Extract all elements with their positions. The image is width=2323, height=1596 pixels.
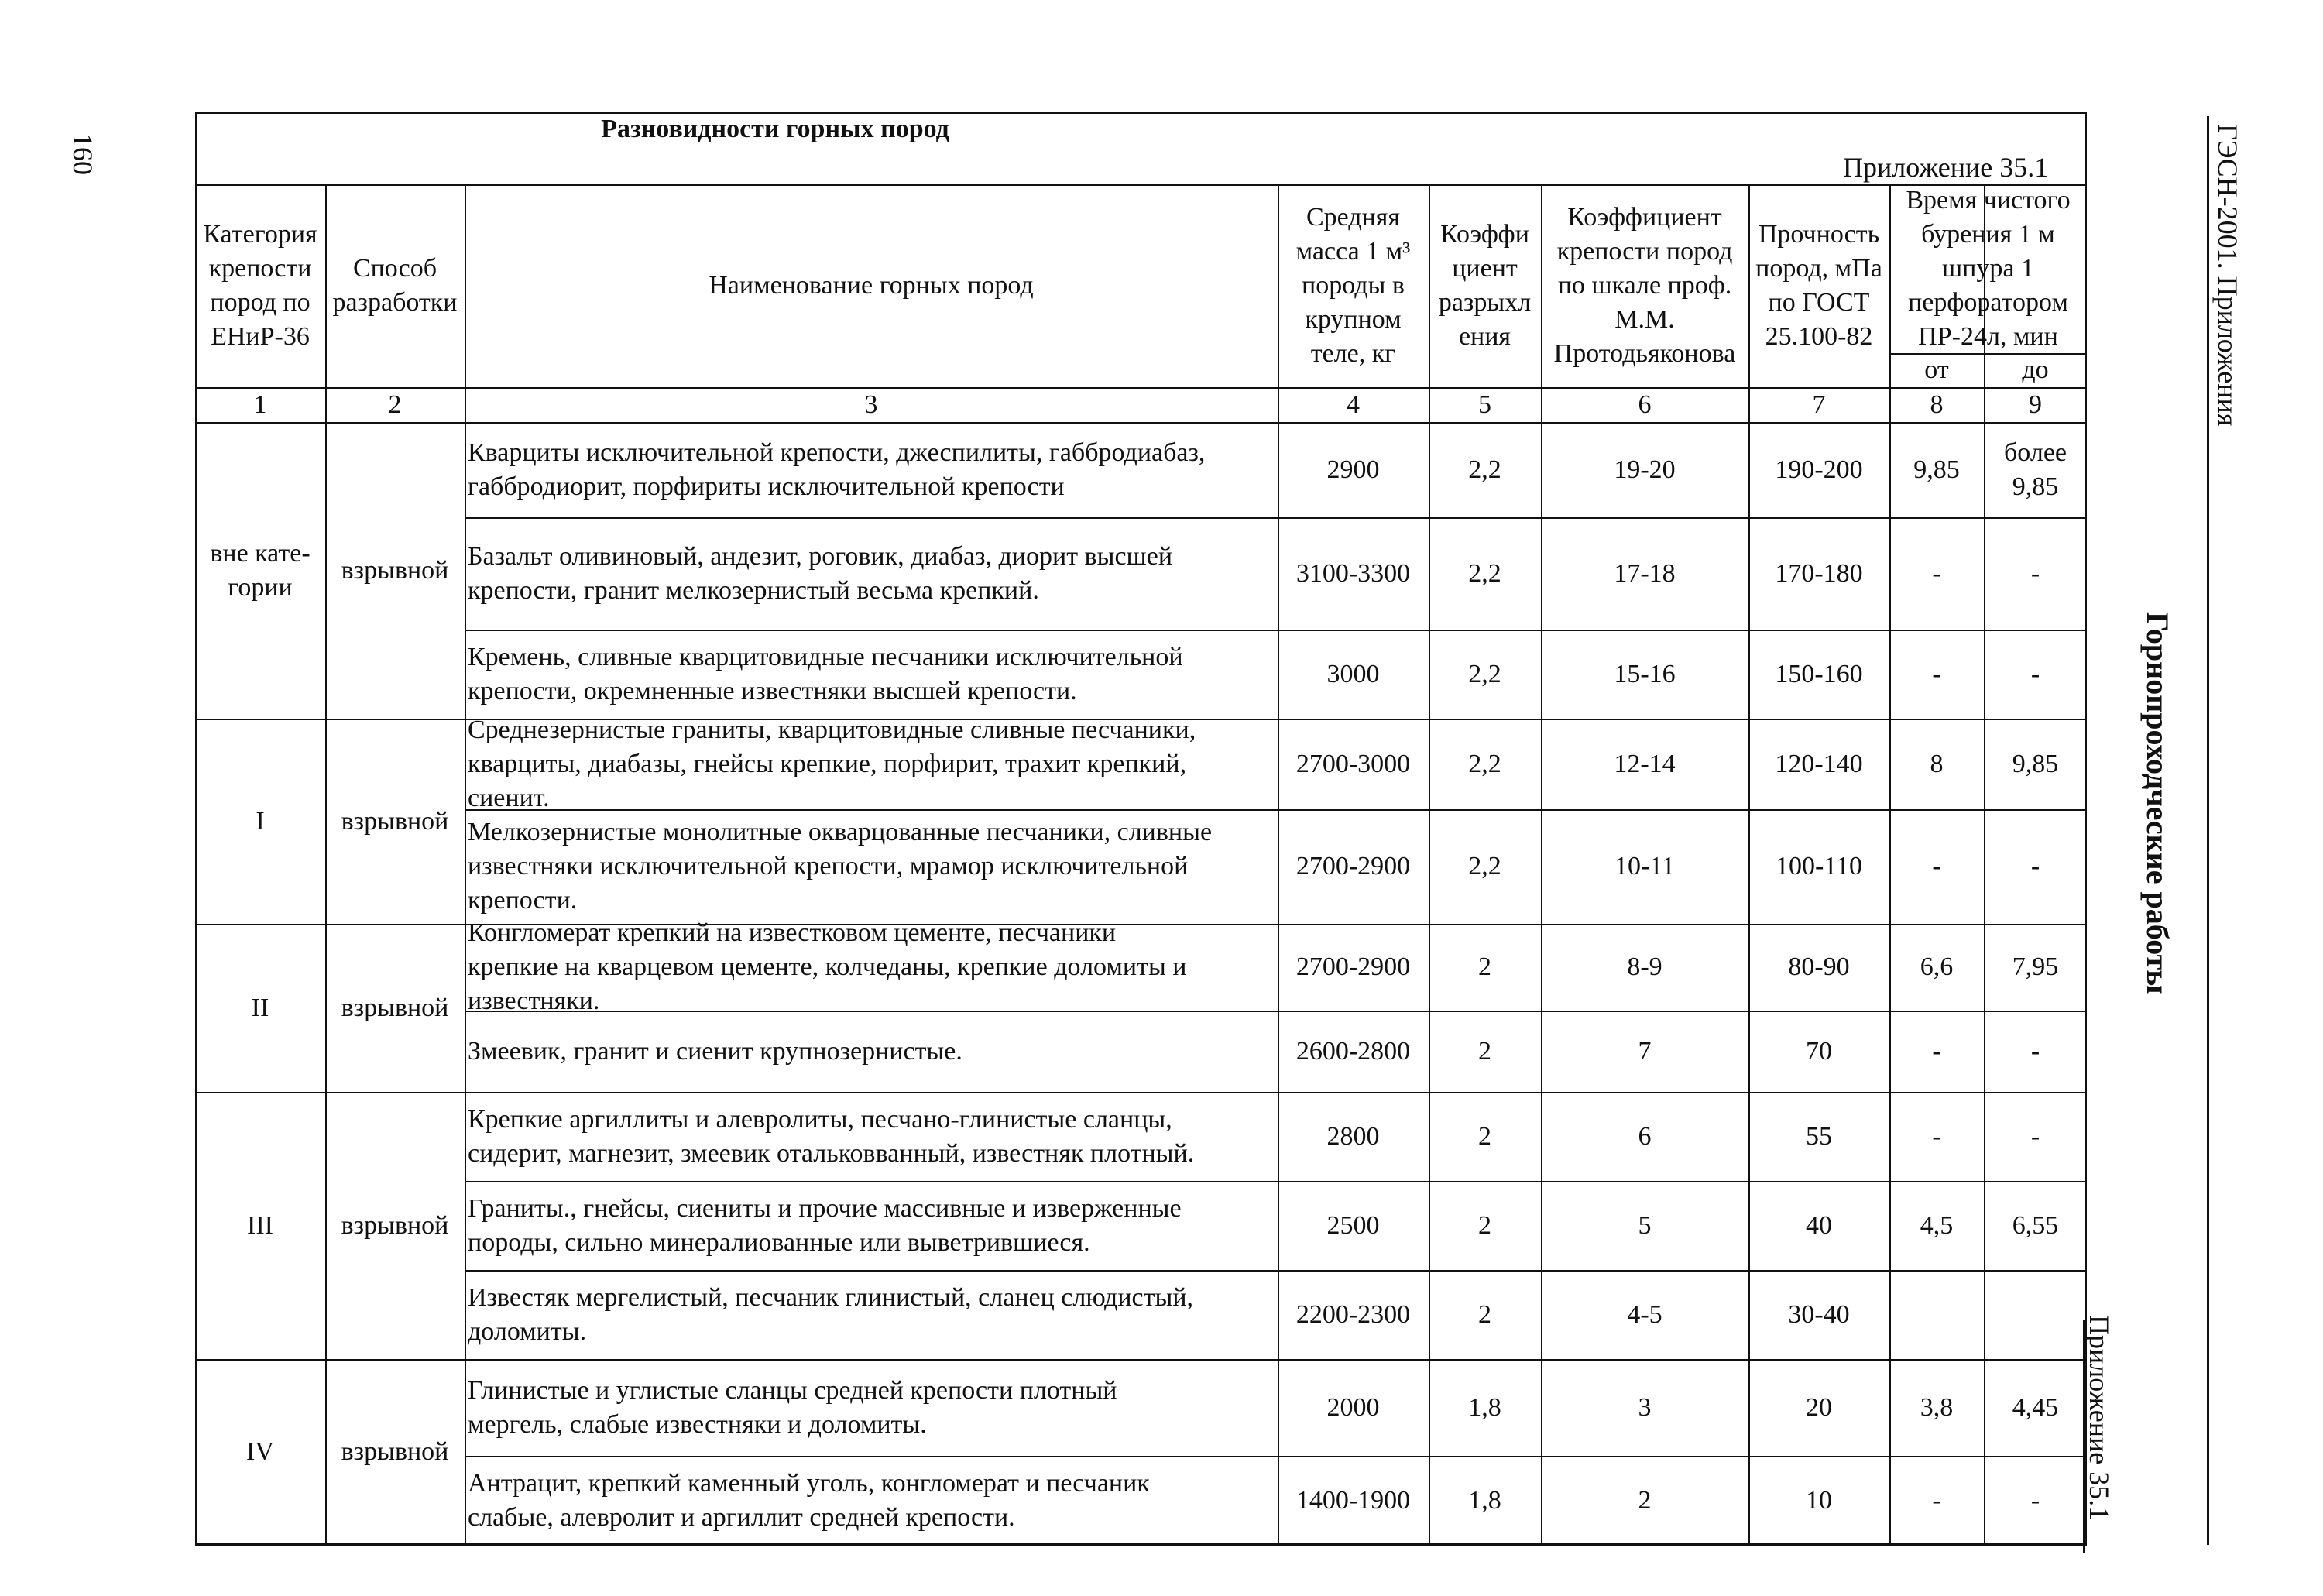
value-cell-mass: 2700-2900 [1295, 952, 1411, 981]
value-cell-loosen: 1,8 [1468, 1485, 1501, 1515]
rock-name-cell: Базальт оливиновый, андезит, роговик, диабаз, диорит высшей крепости, гранит мелкозернистый весьма крепкий. [468, 541, 1173, 605]
category-cell: III [247, 1210, 273, 1240]
value-cell-mass: 2700-2900 [1295, 852, 1411, 880]
value-cell-strength: 120-140 [1775, 749, 1863, 778]
value-cell-to: - [2030, 1036, 2040, 1066]
value-cell-strength: 70 [1806, 1036, 1832, 1066]
method-cell: взрывной [341, 555, 449, 585]
value-cell-mass: 3100-3300 [1295, 558, 1411, 588]
header-category: Категория крепости пород по ЕНиР-36 [203, 220, 317, 351]
column-number: 5 [1478, 390, 1491, 419]
value-cell-strength: 190-200 [1775, 455, 1863, 484]
table-title: Разновидности горных пород [601, 115, 949, 143]
header-strength: Прочность пород, мПа по ГОСТ 25.100-82 [1755, 220, 1882, 351]
value-cell-coef: 15-16 [1614, 659, 1676, 688]
value-cell-loosen: 2 [1478, 952, 1491, 981]
value-cell-loosen: 2,2 [1468, 659, 1501, 688]
value-cell-to: 6,55 [2012, 1210, 2059, 1240]
value-cell-strength: 30-40 [1788, 1299, 1850, 1329]
right-rule [2207, 116, 2209, 1545]
value-cell-coef: 5 [1638, 1210, 1652, 1240]
method-cell: взрывной [341, 806, 449, 836]
value-cell-to: - [2030, 659, 2040, 688]
value-cell-mass: 2900 [1326, 455, 1380, 484]
rock-name-cell: Глинистые и углистые сланцы средней крепости плотный мергель, слабые известняки и доломиты. [468, 1375, 1117, 1439]
value-cell-from: - [1932, 852, 1941, 880]
value-cell-mass: 2700-3000 [1295, 749, 1411, 778]
column-number: 4 [1347, 390, 1360, 419]
rock-name-cell: Змеевик, гранит и сиенит крупнозернистые. [468, 1036, 962, 1066]
value-cell-from: 8 [1930, 749, 1944, 778]
value-cell-mass: 1400-1900 [1295, 1485, 1411, 1515]
running-header: ГЭСН-2001. Приложения [2212, 124, 2243, 427]
rock-name-cell: Антрацит, крепкий каменный уголь, конгломерат и песчаник слабые, алевролит и аргиллит средней крепости. [468, 1468, 1150, 1532]
value-cell-coef: 19-20 [1614, 455, 1676, 484]
value-cell-mass: 2200-2300 [1295, 1299, 1411, 1329]
value-cell-loosen: 2 [1478, 1299, 1491, 1329]
value-cell-loosen: 2,2 [1468, 558, 1501, 588]
value-cell-coef: 7 [1638, 1036, 1652, 1066]
category-cell: IV [246, 1437, 274, 1466]
category-cell: II [251, 993, 269, 1022]
value-cell-strength: 150-160 [1775, 659, 1863, 688]
value-cell-strength: 10 [1806, 1485, 1832, 1515]
header-mass: Средняя масса 1 м³ породы в крупном теле, кг [1295, 203, 1411, 368]
rock-name-cell: Кварциты исключительной крепости, джеспилиты, габбродиабаз, габбродиорит, порфириты исключительной крепости [468, 438, 1206, 501]
value-cell-to: - [2030, 1121, 2040, 1151]
side-appendix-label: Приложение 35.1 [2084, 1315, 2115, 1521]
value-cell-to: 9,85 [2012, 749, 2059, 778]
value-cell-strength: 20 [1806, 1392, 1832, 1422]
value-cell-to: - [2030, 852, 2040, 880]
category-cell: вне кате- гории [210, 538, 311, 602]
value-cell-from: - [1932, 1036, 1941, 1066]
value-cell-mass: 2800 [1326, 1121, 1380, 1151]
value-cell-from: 6,6 [1920, 952, 1954, 981]
rock-name-cell: Известяк мергелистый, песчаник глинистый, сланец слюдистый, доломиты. [468, 1282, 1194, 1346]
column-number: 1 [253, 390, 267, 419]
rock-name-cell: Кремень, сливные кварцитовидные песчаники исключительной крепости, окремненные известняки высшей крепости. [468, 642, 1183, 705]
rock-name-cell: Конгломерат крепкий на известковом цементе, песчаники крепкие на кварцевом цементе, колчеданы, крепкие доломиты и известняки. [468, 918, 1187, 1015]
value-cell-from: - [1932, 659, 1941, 688]
rock-name-cell: Среднезернистые граниты, кварцитовидные сливные песчаники, кварциты, диабазы, гнейсы крепкие, порфирит, трахит крепкий, сиенит. [468, 715, 1196, 812]
value-cell-coef: 10-11 [1614, 852, 1676, 880]
header-drill-time: Время чистого бурения 1 м шпура 1 перфоратором ПР-24л, мин [1906, 186, 2071, 351]
value-cell-loosen: 2 [1478, 1036, 1491, 1066]
column-number: 9 [2029, 390, 2042, 419]
header-drill-to: до [2022, 355, 2049, 384]
rock-name-cell: Граниты., гнейсы, сиениты и прочие массивные и изверженные породы, сильно минералиованные или выветрившиеся. [468, 1193, 1182, 1257]
column-number: 6 [1638, 390, 1652, 419]
value-cell-coef: 2 [1638, 1485, 1652, 1515]
value-cell-from: 3,8 [1920, 1392, 1954, 1422]
value-cell-strength: 100-110 [1775, 852, 1863, 880]
value-cell-to: - [2030, 1485, 2040, 1515]
value-cell-coef: 4-5 [1627, 1299, 1662, 1329]
value-cell-from: 9,85 [1913, 455, 1960, 484]
value-cell-from: - [1932, 1485, 1941, 1515]
method-cell: взрывной [341, 1437, 449, 1466]
value-cell-loosen: 2,2 [1468, 749, 1501, 778]
value-cell-from [1889, 1270, 1984, 1359]
value-cell-coef: 3 [1638, 1392, 1652, 1422]
value-cell-from: 4,5 [1920, 1210, 1954, 1240]
section-title: Горнопроходческие работы [2140, 612, 2175, 994]
column-number: 8 [1930, 390, 1944, 419]
category-cell: I [256, 806, 265, 836]
header-method: Способ разработки [332, 254, 458, 317]
rock-name-cell: Мелкозернистые монолитные окварцованные песчаники, сливные известняки исключительной крепости, мрамор исключительной крепости. [468, 818, 1213, 915]
value-cell-to [1984, 1270, 2087, 1359]
value-cell-to: 7,95 [2012, 952, 2059, 981]
method-cell: взрывной [341, 993, 449, 1022]
value-cell-to: более 9,85 [2004, 438, 2067, 501]
value-cell-coef: 12-14 [1614, 749, 1676, 778]
column-number: 3 [864, 390, 878, 419]
header-strength-coefficient: Коэффициент крепости пород по шкале проф. М.М. Протодьяконова [1553, 203, 1736, 368]
value-cell-coef: 6 [1638, 1121, 1652, 1151]
value-cell-loosen: 2 [1478, 1210, 1491, 1240]
header-drill-from: от [1924, 355, 1949, 384]
value-cell-coef: 8-9 [1627, 952, 1662, 981]
value-cell-from: - [1932, 558, 1941, 588]
value-cell-strength: 55 [1806, 1121, 1832, 1151]
column-number: 7 [1812, 390, 1826, 419]
value-cell-mass: 2500 [1326, 1210, 1380, 1240]
value-cell-loosen: 2 [1478, 1121, 1491, 1151]
appendix-label: Приложение 35.1 [1843, 152, 2049, 183]
value-cell-strength: 170-180 [1775, 558, 1863, 588]
header-loosening: Коэффи циент разрыхл ения [1438, 220, 1532, 351]
value-cell-strength: 40 [1806, 1210, 1832, 1240]
value-cell-mass: 2000 [1326, 1392, 1380, 1422]
value-cell-loosen: 1,8 [1468, 1392, 1501, 1422]
column-number: 2 [388, 390, 402, 419]
value-cell-strength: 80-90 [1788, 952, 1850, 981]
value-cell-from: - [1932, 1121, 1941, 1151]
method-cell: взрывной [341, 1210, 449, 1240]
value-cell-to: - [2030, 558, 2040, 588]
value-cell-loosen: 2,2 [1468, 455, 1501, 484]
value-cell-coef: 17-18 [1614, 558, 1676, 588]
page-number: 160 [67, 133, 98, 175]
value-cell-mass: 2600-2800 [1295, 1036, 1411, 1066]
value-cell-loosen: 2,2 [1468, 852, 1501, 880]
value-cell-mass: 3000 [1326, 659, 1380, 688]
header-name: Наименование горных пород [709, 271, 1034, 300]
rock-name-cell: Крепкие аргиллиты и алевролиты, песчано-глинистые сланцы, сидерит, магнезит, змеевик отальковванный, известняк плотный. [468, 1104, 1195, 1168]
value-cell-to: 4,45 [2012, 1392, 2059, 1422]
